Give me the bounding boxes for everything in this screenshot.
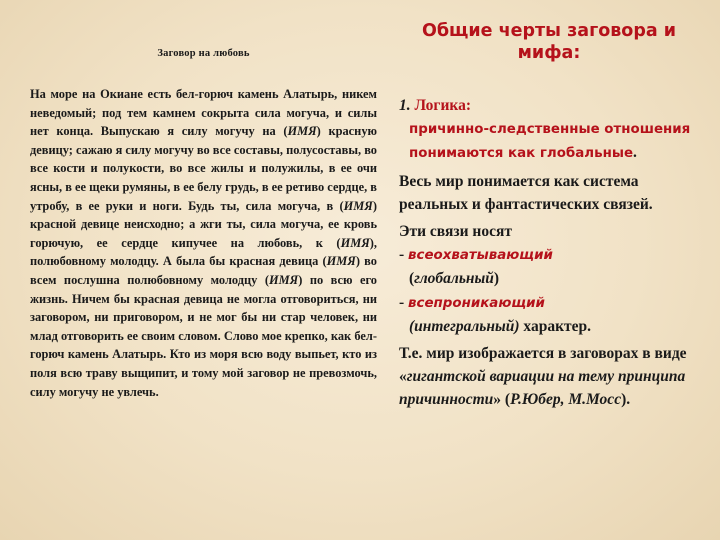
spell-segment: ) красную девицу; сажаю я силу могучу во все составы, полусоставы, во все кости и полукости, во все жилы и полужилы, в ее очи ясны, в ее щеки румяны, в ее белу грудь, в ее ретиво сердце, в утробу, в ее руки и ноги. Будь ты, сила могуча, в ( [30, 124, 377, 213]
links-intro-text: Эти связи носят [399, 223, 512, 241]
name-placeholder: ИМЯ [340, 235, 370, 250]
conclusion-end: ). [621, 391, 631, 409]
term-1: всеохватывающий [408, 248, 553, 264]
gloss-2-after: характер. [519, 317, 591, 335]
conclusion [399, 342, 699, 412]
term-item-1 [399, 243, 699, 290]
term-2-dash: - [399, 293, 409, 311]
name-placeholder: ИМЯ [287, 124, 317, 139]
logic-label: Логика: [414, 97, 471, 114]
features-column [399, 20, 699, 412]
links-intro [399, 220, 699, 243]
conclusion-pre: Т.е. мир изображается в заговорах в виде « [399, 345, 687, 386]
spell-segment: ) во всем послушна полюбовному молодцу ( [30, 254, 377, 287]
conclusion-author: Р.Юбер, М.Мосс [510, 391, 622, 409]
gloss-1-open: ( [409, 270, 415, 288]
gloss-1 [399, 267, 699, 290]
logic-description-text: причинно-следственные отношения понимаются как глобальные [409, 122, 691, 162]
logic-number: 1. [399, 97, 411, 114]
world-line [399, 170, 699, 216]
gloss-2 [399, 315, 699, 338]
gloss-1-close: ) [493, 270, 500, 288]
logic-description [399, 117, 699, 165]
gloss-1-text: глобальный [414, 270, 494, 288]
spell-segment: ), полюбовному молодцу. А была бы красная девица ( [30, 235, 377, 269]
conclusion-mid: » ( [493, 391, 511, 409]
spell-title: Заговор на любовь [157, 48, 250, 59]
gloss-2-text: (интегральный) [409, 317, 520, 335]
spell-column [30, 48, 377, 401]
spell-text [30, 85, 377, 401]
term-2: всепроникающий [408, 295, 545, 311]
slide-heading: Общие черты заговора и мифа: [421, 21, 677, 63]
spell-segment: ) красной девице неисходно; а жги ты, сила могуча, ее кровь горючую, ее сердце кипучее на любовь, к ( [30, 198, 377, 250]
world-line-text: Весь мир понимается как система реальных и фантастических связей. [399, 172, 653, 213]
logic-item [399, 94, 699, 166]
term-1-dash: - [399, 246, 409, 264]
name-placeholder: ИМЯ [269, 272, 299, 287]
conclusion-quote: гигантской вариации на тему принципа причинности [399, 368, 686, 409]
logic-description-dot: . [633, 144, 637, 162]
name-placeholder: ИМЯ [326, 254, 356, 269]
term-item-2 [399, 291, 699, 338]
spell-segment: На море на Окиане есть бел-горюч камень Алатырь, никем неведомый; под тем камнем сокрыта сила могуча, и силы нет конца. Выпускаю я силу могучу на ( [30, 87, 377, 139]
spell-segment: ) по всю его жизнь. Ничем бы красная девица не могла отговориться, ни заговором, ни приговором, и не мог бы ни стар человек, ни млад отговорить ее своим словом. Слово мое крепко, как бел-горюч камень Алатырь. Кто из моря всю воду выпьет, кто из поля всю траву выщипит, и тому мой заговор не превозмочь, силу могучу не увлечь. [30, 272, 377, 399]
name-placeholder: ИМЯ [343, 198, 373, 213]
